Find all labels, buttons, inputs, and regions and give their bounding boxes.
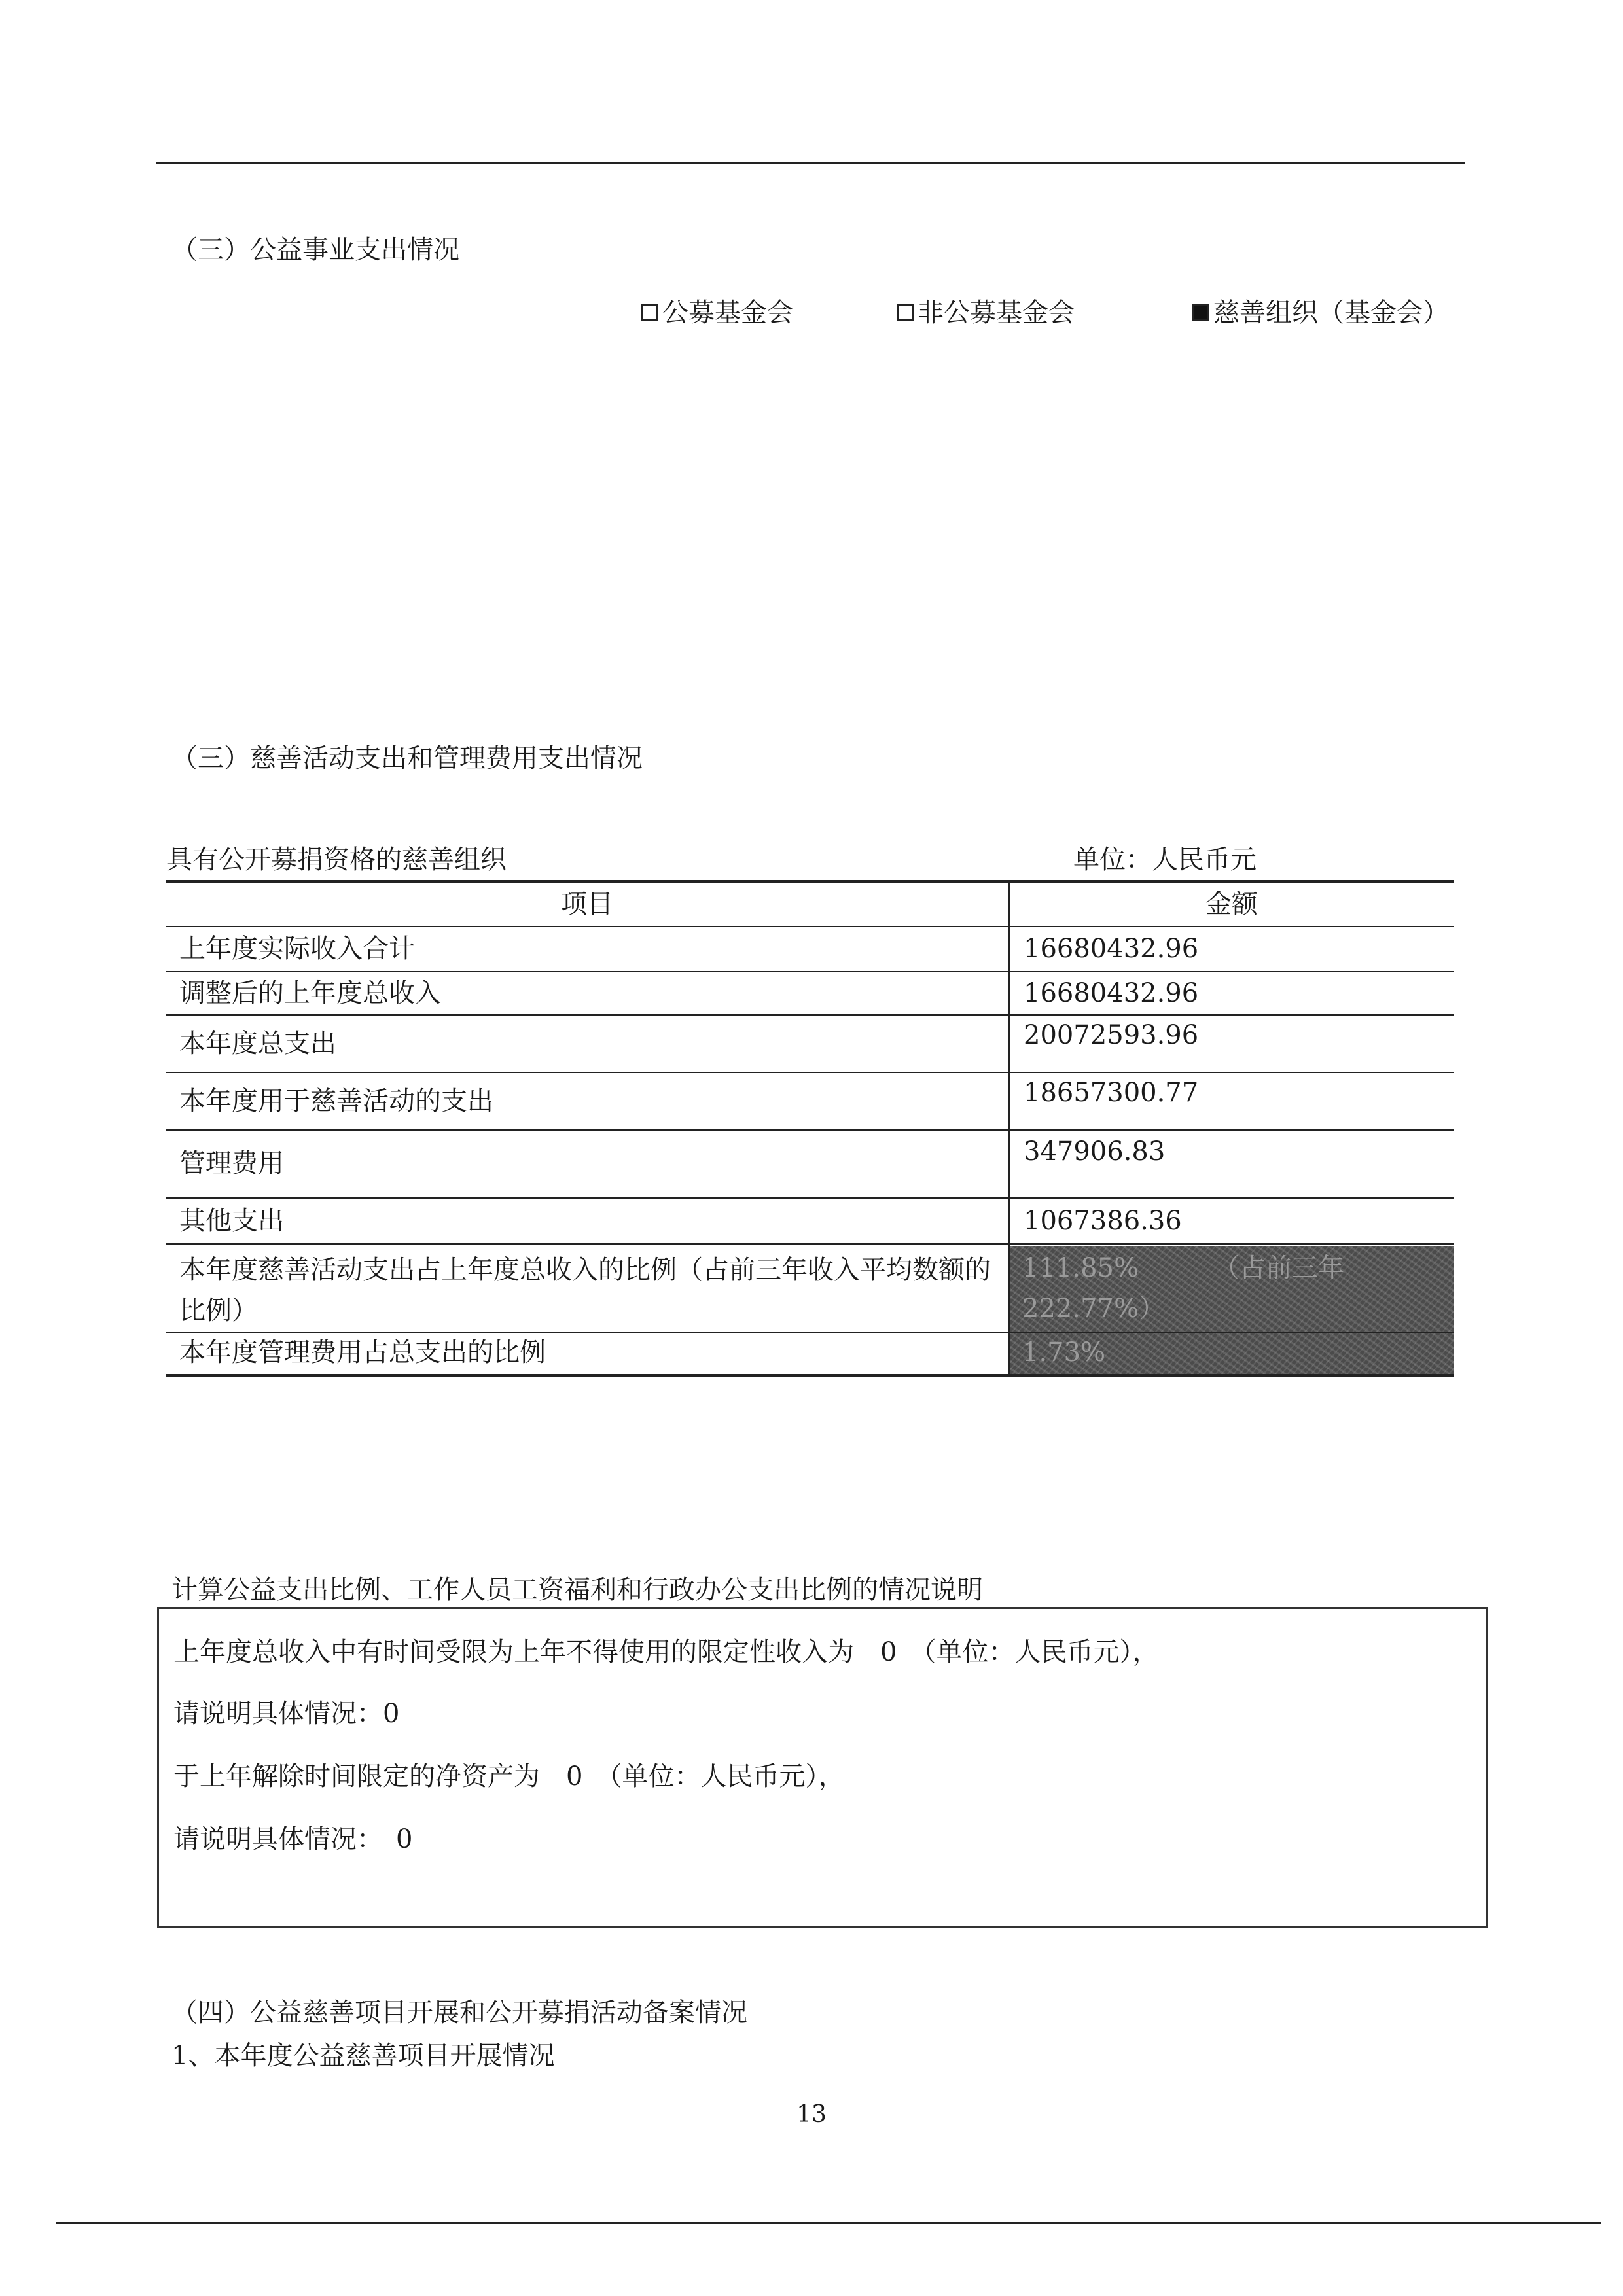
section-heading-projects: （四）公益慈善项目开展和公开募捐活动备案情况 xyxy=(171,1998,747,2028)
checkbox-empty-icon xyxy=(641,304,658,321)
explanation-box xyxy=(157,1607,1488,1928)
table-cell-item: 本年度总支出 xyxy=(179,1029,336,1059)
explanation-line: 请说明具体情况：0 xyxy=(173,1699,400,1729)
table-header-item: 项目 xyxy=(561,889,613,919)
explanation-line: 上年度总收入中有时间受限为上年不得使用的限定性收入为 0 （单位：人民币元）， xyxy=(173,1637,1159,1667)
option-label: 公募基金会 xyxy=(662,298,793,328)
option-label: 非公募基金会 xyxy=(918,298,1075,328)
table-cell-amount-ratio: 111.85% xyxy=(1022,1253,1139,1283)
table-cell-item: 管理费用 xyxy=(179,1148,284,1178)
option-non-public-foundation xyxy=(897,296,1075,330)
table-cell-item: 上年度实际收入合计 xyxy=(179,934,415,964)
table-cell-amount: 347906.83 xyxy=(1024,1137,1166,1167)
table-row-divider xyxy=(166,1072,1454,1073)
table-cell-item: 本年度管理费用占总支出的比例 xyxy=(179,1337,546,1368)
table-cell-amount: 20072593.96 xyxy=(1024,1020,1199,1050)
checkbox-empty-icon xyxy=(897,304,914,321)
table-bottom-border xyxy=(166,1374,1454,1377)
table-cell-item: 其他支出 xyxy=(179,1206,284,1236)
table-cell-amount: 16680432.96 xyxy=(1024,978,1199,1008)
section-heading-public-welfare: （三）公益事业支出情况 xyxy=(171,235,459,265)
table-cell-amount-ratio-suffix: （占前三年 xyxy=(1213,1253,1344,1283)
table-column-divider xyxy=(1008,880,1010,1377)
table-cell-item: 本年度用于慈善活动的支出 xyxy=(179,1086,493,1116)
checkbox-filled-icon xyxy=(1192,304,1209,321)
option-label: 慈善组织（基金会） xyxy=(1213,298,1449,328)
table-row-divider xyxy=(166,926,1454,927)
table-top-border xyxy=(166,880,1454,883)
table-cell-item: 本年度慈善活动支出占上年度总收入的比例（占前三年收入平均数额的比例） xyxy=(179,1255,991,1326)
option-public-foundation xyxy=(641,296,793,330)
bottom-rule xyxy=(56,2222,1601,2224)
table-cell-amount-ratio-avg: 222.77%） xyxy=(1022,1294,1165,1324)
section-heading-charity-expenses: （三）慈善活动支出和管理费用支出情况 xyxy=(171,743,643,773)
table-row-divider xyxy=(166,1243,1454,1245)
table-cell-amount-ratio: 1.73% xyxy=(1022,1337,1106,1368)
table-header-amount: 金额 xyxy=(1205,889,1258,919)
table-cell-amount: 18657300.77 xyxy=(1024,1078,1199,1108)
organization-label: 具有公开募捐资格的慈善组织 xyxy=(166,845,507,875)
explanation-title: 计算公益支出比例、工作人员工资福利和行政办公支出比例的情况说明 xyxy=(171,1575,983,1605)
table-cell-amount: 16680432.96 xyxy=(1024,934,1199,964)
top-rule xyxy=(156,162,1465,164)
table-cell-item: 调整后的上年度总收入 xyxy=(179,978,441,1008)
expense-table xyxy=(166,880,1454,1377)
table-row-divider xyxy=(166,1197,1454,1199)
page-number: 13 xyxy=(796,2101,827,2128)
unit-label: 单位：人民币元 xyxy=(1073,845,1257,875)
subsection-heading-projects: 1、本年度公益慈善项目开展情况 xyxy=(171,2041,555,2071)
table-row-divider xyxy=(166,1014,1454,1016)
explanation-line: 于上年解除时间限定的净资产为 0 （单位：人民币元）， xyxy=(173,1761,845,1792)
table-row-divider xyxy=(166,1332,1454,1333)
table-cell-amount: 1067386.36 xyxy=(1024,1206,1182,1236)
explanation-line: 请说明具体情况： 0 xyxy=(173,1824,413,1854)
table-row-divider xyxy=(166,971,1454,972)
option-charity-organization xyxy=(1192,296,1449,330)
organization-type-options xyxy=(0,296,1623,332)
table-row-divider xyxy=(166,1129,1454,1131)
